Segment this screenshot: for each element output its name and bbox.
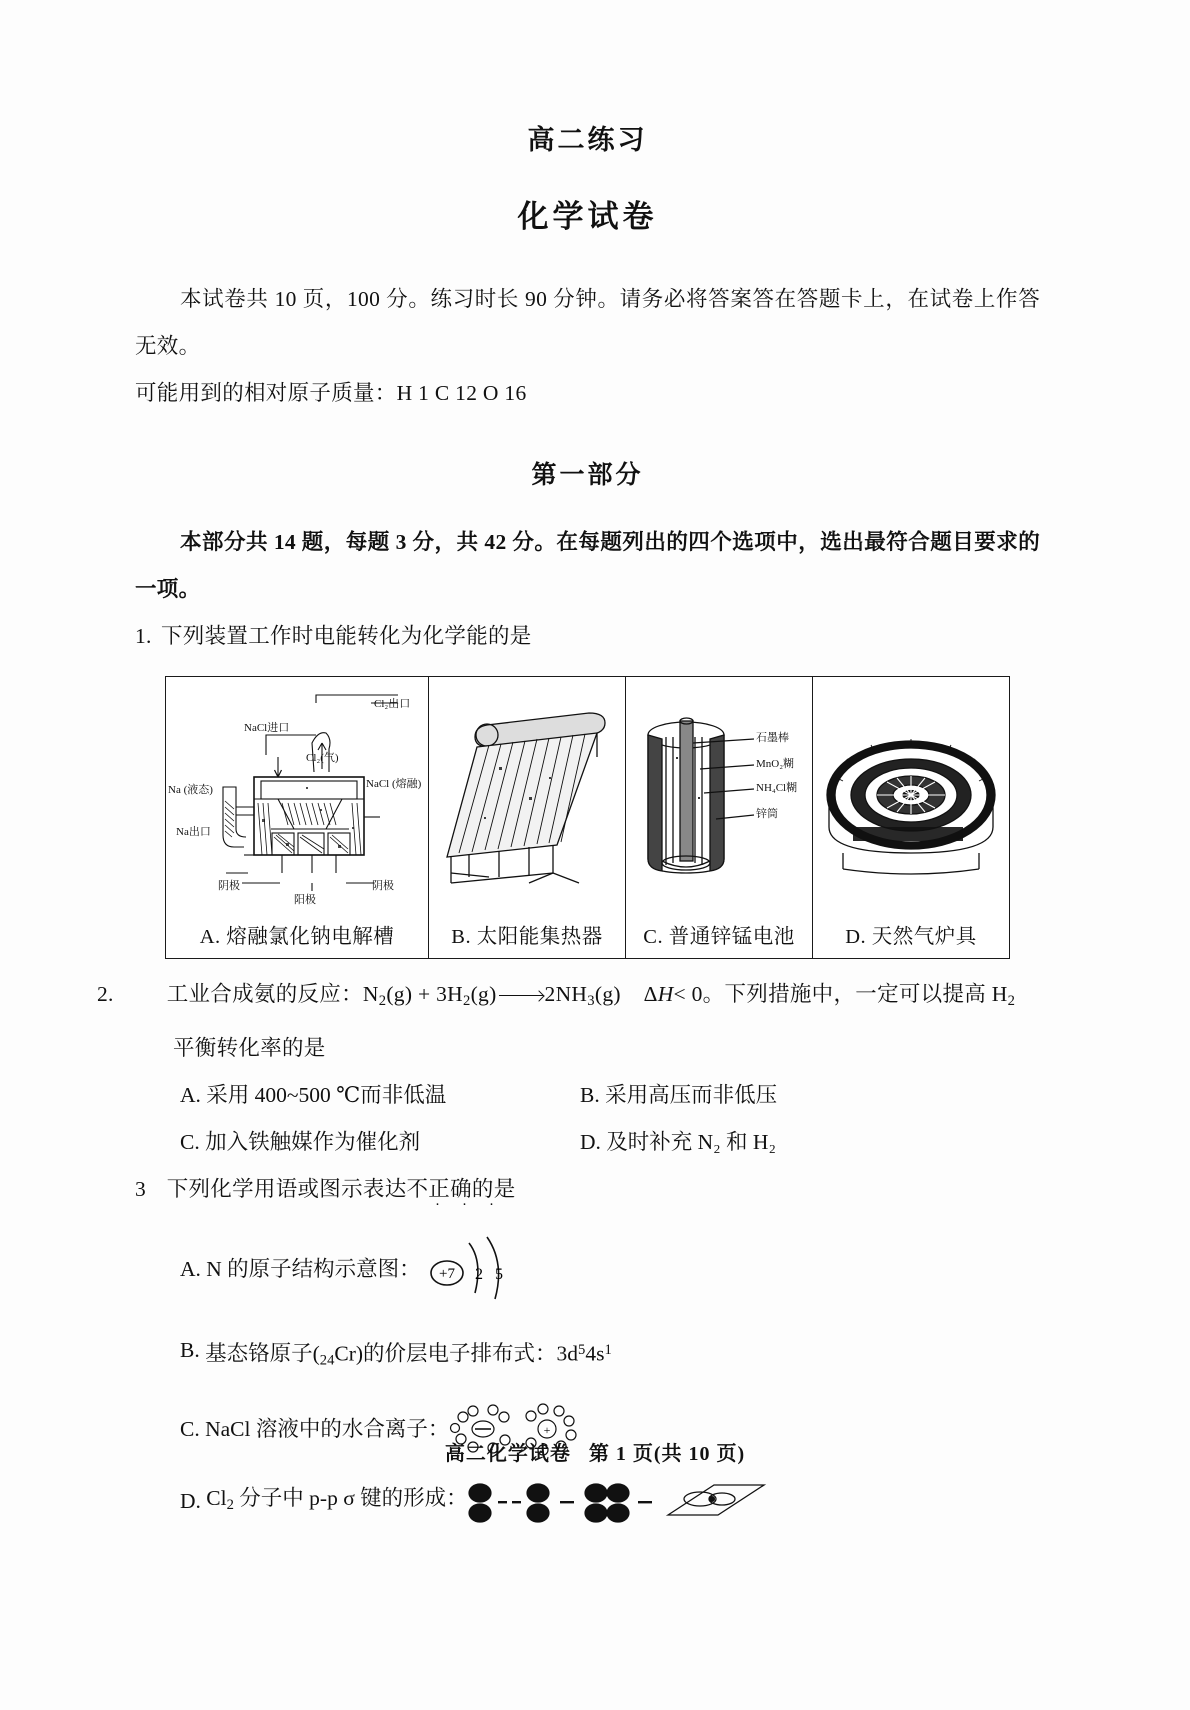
figure-cell-c bbox=[626, 677, 813, 959]
emphasis-dots: ··· bbox=[435, 1197, 516, 1214]
question-3-option-d[interactable] bbox=[135, 1459, 1040, 1529]
figure-a-label-cl2-gas: Cl₂(气) bbox=[306, 752, 339, 764]
question-2-option-d-text: 及时补充 N₂ 和 H₂ bbox=[606, 1130, 776, 1155]
question-2-text-part2: 下列措施中，一定可以提高 $H_2$ 平衡转化率的是 bbox=[173, 982, 1016, 1061]
question-1-text: 下列装置工作时电能转化为化学能的是 bbox=[161, 624, 532, 648]
question-2-option-a-text: 采用 400~500 ℃而非低温 bbox=[206, 1083, 447, 1108]
figure-a-label-nacl-molten: NaCl (熔融) bbox=[366, 778, 422, 790]
page-title-line2: 化学试卷 bbox=[517, 199, 658, 234]
atom-shell-diagram-icon bbox=[425, 1229, 535, 1303]
figure-b-drawing bbox=[429, 677, 625, 912]
figure-a-caption: A. 熔融氯化钠电解槽 bbox=[199, 926, 395, 948]
question-1-number: 1. bbox=[135, 624, 152, 648]
question-3-text: 下列化学用语或图示表达不正确的是 bbox=[166, 1177, 516, 1202]
figure-a-label-nacl-inlet: NaCl进口 bbox=[244, 722, 290, 734]
section-instruction: 本部分共 14 题，每题 3 分，共 42 分。在每题列出的四个选项中，选出最符合题目要求的一项。 bbox=[135, 530, 1040, 601]
figure-c-label-nh4cl-paste: NH₄Cl糊 bbox=[756, 782, 798, 794]
footer-page-number: 1 bbox=[615, 1443, 627, 1465]
page-footer bbox=[0, 1437, 1190, 1466]
gas-stove-svg bbox=[813, 677, 1009, 912]
figure-c-label-graphite-rod: 石墨棒 bbox=[756, 732, 789, 744]
intro-paragraph: 本试卷共 10 页，100 分。练习时长 90 分钟。请务必将答案答在答题卡上，在试卷上作答无效。 bbox=[135, 287, 1040, 358]
question-3-option-a-key: A. bbox=[180, 1256, 201, 1281]
footer-page-suffix: 页(共 10 页) bbox=[632, 1443, 746, 1465]
question-2-option-d-key: D. bbox=[580, 1130, 601, 1155]
figure-d-drawing bbox=[813, 677, 1009, 912]
atom-shell-2: 5 bbox=[494, 1266, 503, 1284]
figure-cell-a bbox=[166, 677, 429, 959]
question-2-option-b-text: 采用高压而非低压 bbox=[605, 1083, 778, 1108]
atomic-mass-line: 可能用到的相对原子质量：H 1 C 12 O 16 bbox=[135, 381, 527, 405]
question-3-option-c-text: NaCl 溶液中的水合离子： bbox=[205, 1417, 450, 1442]
footer-page-prefix: 第 bbox=[588, 1443, 610, 1465]
question-3-stem bbox=[135, 1166, 1040, 1213]
question-2-option-b-key: B. bbox=[580, 1083, 600, 1108]
equilibrium-arrow-icon bbox=[497, 985, 545, 1007]
figure-b-caption: B. 太阳能集热器 bbox=[451, 926, 603, 948]
figure-c-caption: C. 普通锌锰电池 bbox=[643, 926, 795, 948]
page-title-line1: 高二练习 bbox=[527, 125, 648, 155]
question-1-stem bbox=[135, 613, 1040, 660]
figure-c-label-zinc-can: 锌筒 bbox=[756, 808, 778, 820]
figure-a-label-anode: 阳极 bbox=[294, 894, 316, 906]
figure-cell-d bbox=[813, 677, 1010, 959]
figure-a-label-na-outlet: Na出口 bbox=[176, 826, 211, 838]
solar-collector-svg bbox=[429, 677, 625, 912]
question-3-option-b-key: B. bbox=[180, 1338, 200, 1363]
question-2-option-a-key: A. bbox=[180, 1083, 201, 1108]
figure-c-drawing bbox=[626, 677, 812, 912]
question-2-option-d[interactable] bbox=[580, 1119, 980, 1166]
question-2-option-c[interactable] bbox=[180, 1119, 580, 1166]
figure-d-caption: D. 天然气炉具 bbox=[845, 926, 977, 948]
figure-row bbox=[166, 677, 1010, 959]
question-2-stem bbox=[97, 971, 1040, 1072]
figure-c-label-mno2-paste: MnO₂糊 bbox=[756, 758, 795, 770]
sigma-bond-formation-diagram-icon bbox=[468, 1475, 768, 1527]
figure-a-label-cathode-2: 阴极 bbox=[372, 880, 394, 892]
footer-label: 高二化学试卷 bbox=[444, 1443, 571, 1465]
question-2-text-part1: 工业合成氨的反应： bbox=[166, 982, 363, 1006]
figure-a-drawing bbox=[166, 677, 428, 912]
figure-a-label-cathode-1: 阴极 bbox=[218, 880, 240, 892]
section-heading: 第一部分 bbox=[531, 462, 644, 489]
document-body bbox=[97, 118, 1040, 1529]
question-1-figure-table bbox=[165, 676, 1010, 959]
atom-nucleus-charge: +7 bbox=[438, 1266, 455, 1283]
question-2-options-row-2 bbox=[135, 1119, 1040, 1166]
svg-text:+: + bbox=[543, 1422, 551, 1437]
question-3-option-c-key: C. bbox=[180, 1417, 200, 1442]
question-3-option-b-text: 基态铬原子$(_{24}Cr)$的价层电子排布式：$3d^54s^1$ bbox=[205, 1341, 612, 1369]
question-3-option-a[interactable] bbox=[135, 1213, 1040, 1309]
question-2-option-c-text: 加入铁触媒作为催化剂 bbox=[205, 1130, 421, 1155]
question-2-option-a[interactable] bbox=[180, 1072, 580, 1119]
question-2-option-c-key: C. bbox=[180, 1130, 200, 1155]
question-3-option-b[interactable] bbox=[135, 1309, 1040, 1385]
question-2-option-b[interactable] bbox=[580, 1072, 980, 1119]
question-2-enthalpy: ΔH< 0。 bbox=[643, 982, 725, 1006]
question-2-number: 2. bbox=[97, 982, 114, 1006]
question-3-option-a-text: N 的原子结构示意图： bbox=[206, 1256, 421, 1281]
figure-a-label-na-liquid: Na (液态) bbox=[168, 784, 213, 796]
question-3-number: 3 bbox=[135, 1177, 147, 1202]
atom-shell-1: 2 bbox=[474, 1266, 483, 1284]
figure-a-label-cl2-outlet: Cl₂出口 bbox=[374, 698, 411, 710]
figure-cell-b bbox=[429, 677, 626, 959]
question-2-equation: $N_2(g) + 3H_2(g)$ $2NH_3(g)$ bbox=[362, 982, 621, 1010]
question-2-options-row-1 bbox=[135, 1072, 1040, 1119]
question-3-option-d-key: D. bbox=[180, 1489, 201, 1514]
question-3-option-d-text: $Cl_2$ 分子中 p-p σ 键的形成： bbox=[206, 1485, 468, 1513]
